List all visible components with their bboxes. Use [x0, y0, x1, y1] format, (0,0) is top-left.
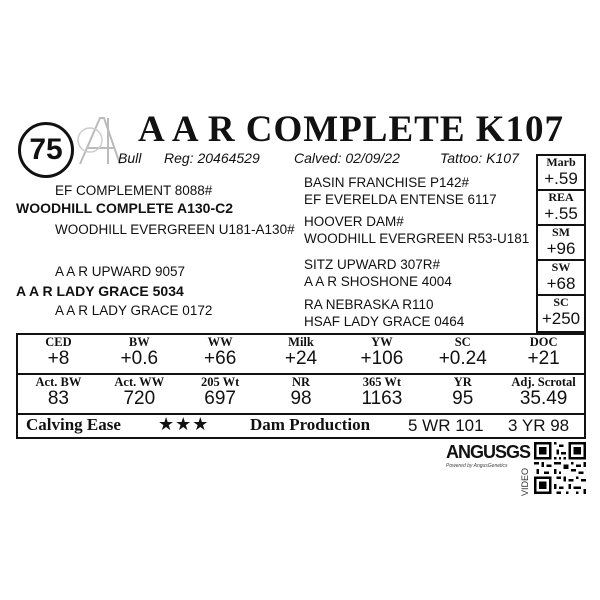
epd-bw-cell — [99, 336, 180, 369]
epd-sc-cell — [422, 336, 503, 369]
wt-205-value: 697 — [204, 388, 236, 409]
registration-number: Reg: 20464529 — [164, 150, 260, 166]
epd-ww-label: WW — [207, 335, 233, 349]
pedigree-sire-dam: WOODHILL EVERGREEN U181-A130# — [55, 222, 295, 237]
yr-cell — [422, 376, 503, 409]
act-bw-label: Act. BW — [35, 375, 82, 389]
epd-ww-value: +66 — [204, 348, 237, 369]
pedigree-sire-dam-dam: WOODHILL EVERGREEN R53-U181 — [304, 231, 530, 246]
nr-value: 98 — [290, 388, 312, 409]
dam-production-wr: 5 WR 101 — [408, 416, 484, 435]
pedigree-sire-dam-sire: HOOVER DAM# — [304, 214, 404, 229]
wt-365-label: 365 Wt — [362, 375, 402, 389]
pedigree-dam: A A R LADY GRACE 5034 — [16, 283, 184, 299]
adj-scrotal-cell — [503, 376, 584, 409]
adj-scrotal-value: 35.49 — [519, 388, 568, 409]
epd-sm-cell — [538, 226, 584, 261]
calving-ease-stars: ★★★ — [158, 414, 210, 434]
epd-sc-side-value: +250 — [541, 309, 581, 328]
epd-sw-label: SW — [551, 260, 571, 274]
calving-ease-label: Calving Ease — [26, 415, 121, 434]
nr-cell — [261, 376, 342, 409]
dam-production-label: Dam Production — [250, 415, 371, 434]
pedigree-sire-sire: EF COMPLEMENT 8088# — [55, 183, 213, 198]
pedigree-dam-dam: A A R LADY GRACE 0172 — [55, 303, 213, 318]
actual-row — [18, 376, 584, 409]
wt-365-value: 1163 — [361, 388, 403, 409]
yr-label: YR — [453, 375, 472, 389]
animal-name-title: A A R COMPLETE K107 — [138, 109, 565, 150]
sex-label: Bull — [118, 150, 142, 166]
adj-scrotal-label: Adj. Scrotal — [511, 375, 576, 389]
pedigree-dam-dam-dam: HSAF LADY GRACE 0464 — [304, 314, 465, 329]
epd-sm-label: SM — [552, 225, 570, 239]
pedigree-sire: WOODHILL COMPLETE A130-C2 — [16, 200, 234, 216]
video-label-icon — [518, 452, 530, 498]
epd-yw-value: +106 — [360, 348, 404, 369]
tattoo-id: Tattoo: K107 — [440, 150, 519, 166]
dam-production-yr: 3 YR 98 — [508, 416, 570, 435]
calving-dam-row — [18, 415, 584, 437]
qr-code-icon[interactable] — [534, 442, 586, 494]
nr-label: NR — [291, 375, 311, 389]
video-label-text: VIDEO — [520, 467, 530, 496]
lot-number-badge — [18, 122, 74, 178]
epd-milk-label: Milk — [288, 335, 314, 349]
pedigree-dam-sire: A A R UPWARD 9057 — [55, 264, 186, 279]
epd-marb-label: Marb — [546, 155, 576, 169]
epd-rea-cell — [538, 191, 584, 226]
epd-sw-value: +68 — [546, 274, 576, 293]
act-bw-value: 83 — [47, 388, 69, 409]
act-bw-cell — [18, 376, 99, 409]
act-ww-value: 720 — [123, 388, 156, 409]
epd-rea-label: REA — [548, 190, 574, 204]
calved-date: Calved: 02/09/22 — [294, 150, 400, 166]
epd-ced-cell — [18, 336, 99, 369]
wt-365-cell — [341, 376, 422, 409]
epd-sw-cell — [538, 261, 584, 296]
epd-sc-value: +0.24 — [438, 348, 487, 369]
epd-doc-label: DOC — [529, 335, 558, 349]
epd-ced-label: CED — [45, 335, 72, 349]
epd-marb-cell — [538, 156, 584, 191]
epd-row — [18, 336, 584, 369]
epd-sc-side-cell — [538, 296, 584, 331]
epd-yw-cell — [341, 336, 422, 369]
act-ww-label: Act. WW — [114, 375, 165, 389]
pedigree-dam-sire-sire: SITZ UPWARD 307R# — [304, 257, 441, 272]
epd-bw-label: BW — [128, 335, 150, 349]
epd-sc-side-label: SC — [553, 295, 569, 309]
epd-milk-value: +24 — [284, 348, 318, 369]
epd-ww-cell — [180, 336, 261, 369]
pedigree-dam-sire-dam: A A R SHOSHONE 4004 — [304, 274, 452, 289]
pedigree-sire-sire-sire: BASIN FRANCHISE P142# — [304, 175, 470, 190]
epd-ced-value: +8 — [47, 348, 70, 369]
epd-doc-value: +21 — [527, 348, 560, 369]
lot-number: 75 — [29, 133, 63, 166]
epd-bw-value: +0.6 — [120, 348, 159, 369]
act-ww-cell — [99, 376, 180, 409]
angus-logo-word: ANGUSGS — [446, 442, 531, 462]
yr-value: 95 — [452, 388, 474, 409]
pedigree-sire-sire-dam: EF EVERELDA ENTENSE 6117 — [304, 192, 497, 207]
epd-sc-label: SC — [454, 335, 471, 349]
epd-yw-label: YW — [371, 335, 393, 349]
wt-205-cell — [180, 376, 261, 409]
pedigree-dam-dam-sire: RA NEBRASKA R110 — [304, 297, 434, 312]
carcass-epd-column — [536, 154, 586, 333]
epd-sm-value: +96 — [546, 239, 576, 258]
epd-rea-value: +.55 — [544, 204, 578, 223]
performance-grid — [16, 333, 586, 439]
epd-milk-cell — [261, 336, 342, 369]
angus-logo-subtext: Powered by AngusGenetics — [446, 463, 508, 469]
epd-doc-cell — [503, 336, 584, 369]
wt-205-label: 205 Wt — [200, 375, 240, 389]
epd-marb-value: +.59 — [544, 169, 578, 188]
